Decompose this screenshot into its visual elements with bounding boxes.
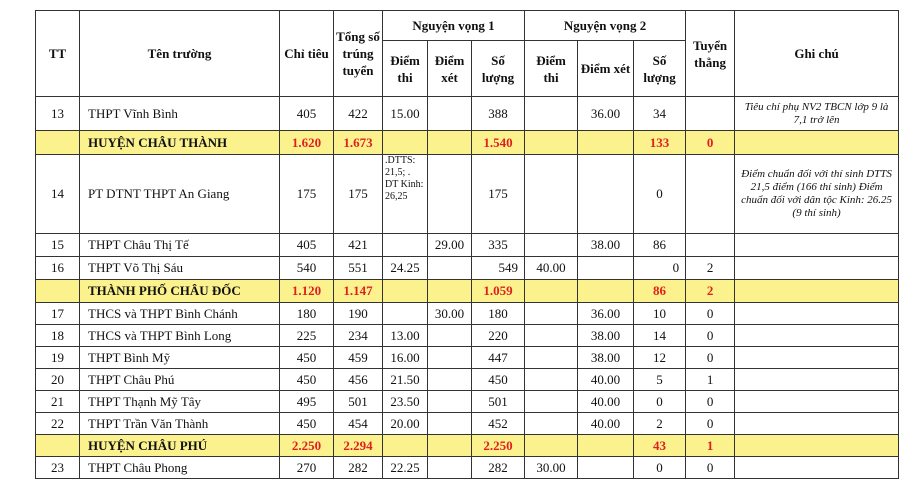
row-school-name: THCS và THPT Bình Long (80, 325, 280, 347)
row-tt: 14 (36, 155, 80, 234)
row-quota: 540 (280, 257, 334, 280)
header-nv2-count: Số lượng (634, 41, 686, 97)
row-nv1-exam: 24.25 (383, 257, 428, 280)
row-nv1-review (428, 413, 472, 435)
row-nv2-count: 12 (634, 347, 686, 369)
table-row (36, 347, 899, 369)
row-nv2-exam (525, 155, 578, 234)
row-note: Tiêu chí phụ NV2 TBCN lớp 9 là 7,1 trở lên (735, 97, 899, 131)
row-nv1-count: 175 (472, 155, 525, 234)
row-nv2-review: 40.00 (578, 369, 634, 391)
row-nv2-review (578, 457, 634, 479)
district-quota: 2.250 (280, 435, 334, 457)
row-school-name: THPT Châu Phú (80, 369, 280, 391)
row-nv1-review (428, 347, 472, 369)
district-nv2-count: 43 (634, 435, 686, 457)
row-nv2-review (578, 155, 634, 234)
row-nv1-count: 388 (472, 97, 525, 131)
header-nv2: Nguyện vọng 2 (525, 11, 686, 41)
row-nv1-exam: 15.00 (383, 97, 428, 131)
row-nv1-count: 180 (472, 303, 525, 325)
row-quota: 450 (280, 413, 334, 435)
row-note (735, 369, 899, 391)
district-quota: 1.120 (280, 280, 334, 303)
row-nv1-count: 447 (472, 347, 525, 369)
header-nv1: Nguyện vọng 1 (383, 11, 525, 41)
table-row (36, 457, 899, 479)
table-row (36, 391, 899, 413)
row-nv2-count: 14 (634, 325, 686, 347)
row-nv1-review (428, 369, 472, 391)
row-nv1-review: 29.00 (428, 234, 472, 257)
district-direct: 2 (686, 280, 735, 303)
district-name: HUYỆN CHÂU PHÚ (80, 435, 280, 457)
row-nv1-review (428, 457, 472, 479)
row-direct: 0 (686, 303, 735, 325)
row-total: 190 (334, 303, 383, 325)
row-nv2-count: 5 (634, 369, 686, 391)
row-nv2-exam (525, 97, 578, 131)
row-tt: 23 (36, 457, 80, 479)
row-nv1-exam: 21.50 (383, 369, 428, 391)
row-note (735, 347, 899, 369)
row-nv1-exam: 22.25 (383, 457, 428, 479)
row-total: 454 (334, 413, 383, 435)
row-school-name: THCS và THPT Bình Chánh (80, 303, 280, 325)
row-quota: 450 (280, 369, 334, 391)
row-nv1-count: 282 (472, 457, 525, 479)
row-nv2-review: 36.00 (578, 303, 634, 325)
table-row (36, 234, 899, 257)
row-quota: 495 (280, 391, 334, 413)
district-quota: 1.620 (280, 131, 334, 155)
row-nv2-count: 0 (634, 457, 686, 479)
district-row (36, 435, 899, 457)
row-nv2-exam (525, 234, 578, 257)
district-name: THÀNH PHỐ CHÂU ĐỐC (80, 280, 280, 303)
row-nv1-review (428, 325, 472, 347)
header-nv1-count: Số lượng (472, 41, 525, 97)
row-nv1-review: 30.00 (428, 303, 472, 325)
row-nv2-count: 0 (634, 257, 686, 280)
row-nv2-exam (525, 413, 578, 435)
table-row (36, 97, 899, 131)
row-direct (686, 155, 735, 234)
row-nv1-exam (383, 303, 428, 325)
header-quota: Chỉ tiêu (280, 11, 334, 97)
row-note (735, 234, 899, 257)
row-tt: 22 (36, 413, 80, 435)
row-note (735, 413, 899, 435)
district-nv1-count: 1.540 (472, 131, 525, 155)
row-tt: 21 (36, 391, 80, 413)
row-nv2-exam (525, 369, 578, 391)
district-row (36, 131, 899, 155)
header-direct-admission: Tuyển thẳng (686, 11, 735, 97)
row-total: 551 (334, 257, 383, 280)
row-total: 282 (334, 457, 383, 479)
row-direct: 1 (686, 369, 735, 391)
row-nv1-count: 549 (472, 257, 525, 280)
row-note (735, 257, 899, 280)
row-nv2-review (578, 257, 634, 280)
row-quota: 180 (280, 303, 334, 325)
row-school-name: PT DTNT THPT An Giang (80, 155, 280, 234)
header-tt: TT (36, 11, 80, 97)
row-note (735, 457, 899, 479)
row-quota: 225 (280, 325, 334, 347)
row-school-name: THPT Trần Văn Thành (80, 413, 280, 435)
row-quota: 405 (280, 97, 334, 131)
header-nv2-review-score: Điểm xét (578, 41, 634, 97)
row-direct: 0 (686, 347, 735, 369)
row-tt: 20 (36, 369, 80, 391)
row-nv1-count: 452 (472, 413, 525, 435)
row-nv2-count: 86 (634, 234, 686, 257)
district-nv1-count: 1.059 (472, 280, 525, 303)
row-direct: 0 (686, 391, 735, 413)
row-quota: 405 (280, 234, 334, 257)
row-nv2-count: 0 (634, 155, 686, 234)
row-nv2-exam (525, 347, 578, 369)
row-school-name: THPT Vĩnh Bình (80, 97, 280, 131)
row-direct (686, 234, 735, 257)
row-nv1-exam: .DTTS: 21,5; . DT Kinh: 26,25 (383, 155, 428, 234)
row-nv2-exam: 30.00 (525, 457, 578, 479)
row-note (735, 303, 899, 325)
table-row (36, 369, 899, 391)
row-nv1-count: 220 (472, 325, 525, 347)
row-nv2-exam (525, 303, 578, 325)
table-row (36, 325, 899, 347)
row-nv2-review: 38.00 (578, 325, 634, 347)
row-direct: 0 (686, 457, 735, 479)
table-row (36, 155, 899, 234)
row-direct: 2 (686, 257, 735, 280)
row-nv2-exam: 40.00 (525, 257, 578, 280)
row-total: 234 (334, 325, 383, 347)
district-nv2-count: 86 (634, 280, 686, 303)
row-tt: 18 (36, 325, 80, 347)
row-nv2-review: 36.00 (578, 97, 634, 131)
row-nv2-review: 40.00 (578, 391, 634, 413)
district-total: 1.673 (334, 131, 383, 155)
row-nv1-count: 501 (472, 391, 525, 413)
row-tt: 19 (36, 347, 80, 369)
row-nv1-review (428, 257, 472, 280)
row-nv1-review (428, 155, 472, 234)
row-nv2-count: 34 (634, 97, 686, 131)
row-nv1-exam (383, 234, 428, 257)
header-nv2-exam-score: Điểm thi (525, 41, 578, 97)
row-nv1-exam: 13.00 (383, 325, 428, 347)
row-tt: 15 (36, 234, 80, 257)
row-nv1-review (428, 391, 472, 413)
admission-results-table (35, 10, 899, 479)
row-tt: 17 (36, 303, 80, 325)
district-direct: 0 (686, 131, 735, 155)
row-nv2-exam (525, 391, 578, 413)
district-row (36, 280, 899, 303)
row-nv2-review: 40.00 (578, 413, 634, 435)
row-nv1-exam: 23.50 (383, 391, 428, 413)
row-school-name: THPT Võ Thị Sáu (80, 257, 280, 280)
row-nv2-exam (525, 325, 578, 347)
district-nv1-count: 2.250 (472, 435, 525, 457)
row-quota: 175 (280, 155, 334, 234)
header-nv1-exam-score: Điểm thi (383, 41, 428, 97)
row-note (735, 325, 899, 347)
row-nv1-count: 450 (472, 369, 525, 391)
row-note: Điểm chuẩn đối với thí sinh DTTS 21,5 điểm (166 thí sinh) Điểm chuẩn đối với dân tộc Kinh: 26.25 (9 thí sinh) (735, 155, 899, 234)
district-direct: 1 (686, 435, 735, 457)
district-total: 1.147 (334, 280, 383, 303)
header-notes: Ghi chú (735, 11, 899, 97)
row-total: 421 (334, 234, 383, 257)
row-total: 175 (334, 155, 383, 234)
row-total: 501 (334, 391, 383, 413)
row-school-name: THPT Châu Phong (80, 457, 280, 479)
row-direct: 0 (686, 413, 735, 435)
row-direct (686, 97, 735, 131)
row-nv1-count: 335 (472, 234, 525, 257)
district-total: 2.294 (334, 435, 383, 457)
row-nv1-review (428, 97, 472, 131)
row-nv1-exam: 20.00 (383, 413, 428, 435)
row-nv2-count: 0 (634, 391, 686, 413)
row-school-name: THPT Châu Thị Tế (80, 234, 280, 257)
row-nv1-exam: 16.00 (383, 347, 428, 369)
row-direct: 0 (686, 325, 735, 347)
row-nv2-count: 2 (634, 413, 686, 435)
row-tt: 13 (36, 97, 80, 131)
table-row (36, 257, 899, 280)
row-quota: 270 (280, 457, 334, 479)
row-tt: 16 (36, 257, 80, 280)
header-nv1-review-score: Điểm xét (428, 41, 472, 97)
row-nv2-review: 38.00 (578, 234, 634, 257)
table-row (36, 303, 899, 325)
district-name: HUYỆN CHÂU THÀNH (80, 131, 280, 155)
row-nv2-count: 10 (634, 303, 686, 325)
row-school-name: THPT Thạnh Mỹ Tây (80, 391, 280, 413)
row-quota: 450 (280, 347, 334, 369)
district-nv2-count: 133 (634, 131, 686, 155)
table-row (36, 413, 899, 435)
row-total: 459 (334, 347, 383, 369)
row-nv2-review: 38.00 (578, 347, 634, 369)
row-note (735, 391, 899, 413)
row-school-name: THPT Bình Mỹ (80, 347, 280, 369)
row-total: 422 (334, 97, 383, 131)
header-school-name: Tên trường (80, 11, 280, 97)
header-total-admitted: Tổng số trúng tuyển (334, 11, 383, 97)
row-total: 456 (334, 369, 383, 391)
